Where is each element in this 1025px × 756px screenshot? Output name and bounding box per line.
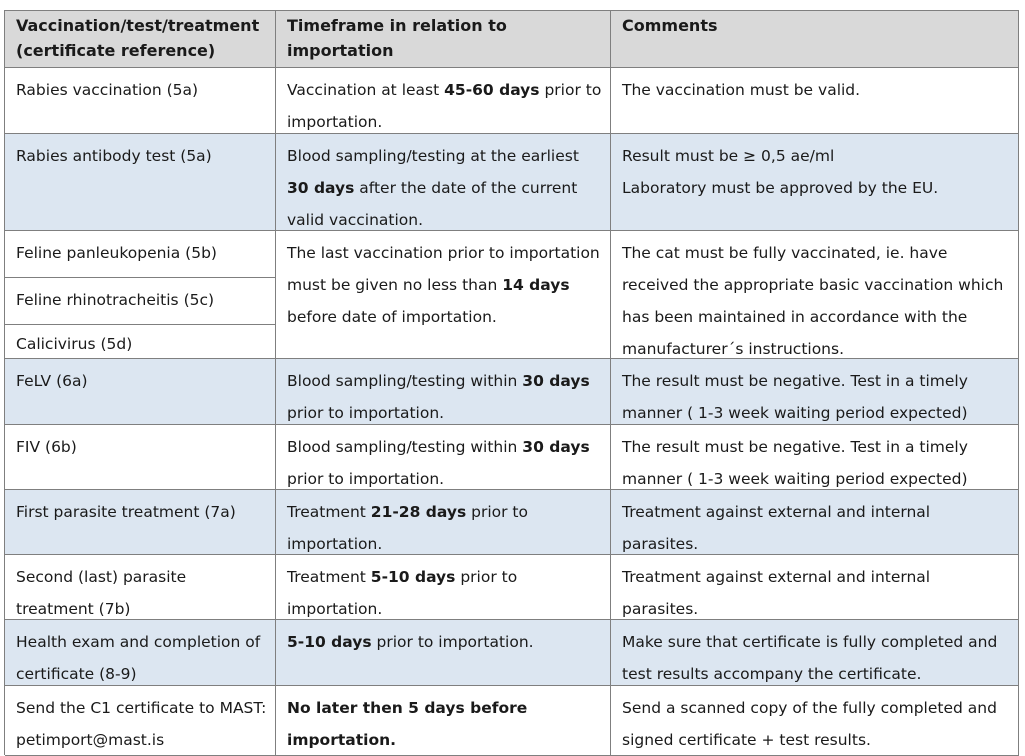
row-felv-name: FeLV (6a): [5, 359, 276, 425]
row-send-certificate-name: Send the C1 certificate to MAST: petimport@mast.is: [5, 686, 276, 756]
header-col-vaccination: Vaccination/test/treatment (certificate reference): [5, 11, 276, 68]
row-first-parasite-comment: Treatment against external and internal parasites.: [611, 490, 1019, 555]
row-second-parasite-timeframe: Treatment 5-10 days prior to importation.: [276, 555, 611, 620]
requirements-table: [4, 10, 1019, 755]
header-col-timeframe: Timeframe in relation to importation: [276, 11, 611, 68]
row-send-certificate-comment: Send a scanned copy of the fully completed and signed certificate + test results.: [611, 686, 1019, 756]
row-feline-panleukopenia-name: Feline panleukopenia (5b): [5, 231, 276, 278]
row-felv-timeframe: Blood sampling/testing within 30 days prior to importation.: [276, 359, 611, 425]
row-feline-vaccination-comment: The cat must be fully vaccinated, ie. have received the appropriate basic vaccination which has been maintained in accordance with the manufacturer´s instructions.: [611, 231, 1019, 359]
row-send-certificate-timeframe: No later then 5 days before importation.: [276, 686, 611, 756]
row-rabies-antibody-timeframe: Blood sampling/testing at the earliest 30 days after the date of the current valid vaccination.: [276, 134, 611, 231]
row-feline-rhinotracheitis-name: Feline rhinotracheitis (5c): [5, 278, 276, 325]
row-health-exam-name: Health exam and completion of certificate (8-9): [5, 620, 276, 686]
header-col-comments: Comments: [611, 11, 1019, 68]
row-feline-vaccination-timeframe: The last vaccination prior to importation must be given no less than 14 days before date of importation.: [276, 231, 611, 359]
row-first-parasite-timeframe: Treatment 21-28 days prior to importation.: [276, 490, 611, 555]
row-rabies-vaccination-comment: The vaccination must be valid.: [611, 68, 1019, 134]
row-rabies-antibody-comment: Result must be ≥ 0,5 ae/ml Laboratory must be approved by the EU.: [611, 134, 1019, 231]
row-health-exam-comment: Make sure that certificate is fully completed and test results accompany the certificate.: [611, 620, 1019, 686]
row-second-parasite-comment: Treatment against external and internal parasites.: [611, 555, 1019, 620]
row-health-exam-timeframe: 5-10 days prior to importation.: [276, 620, 611, 686]
row-felv-comment: The result must be negative. Test in a timely manner ( 1-3 week waiting period expected): [611, 359, 1019, 425]
row-fiv-comment: The result must be negative. Test in a timely manner ( 1-3 week waiting period expected): [611, 425, 1019, 490]
row-rabies-vaccination-name: Rabies vaccination (5a): [5, 68, 276, 134]
row-fiv-timeframe: Blood sampling/testing within 30 days prior to importation.: [276, 425, 611, 490]
row-rabies-vaccination-timeframe: Vaccination at least 45-60 days prior to importation.: [276, 68, 611, 134]
row-rabies-antibody-name: Rabies antibody test (5a): [5, 134, 276, 231]
row-second-parasite-name: Second (last) parasite treatment (7b): [5, 555, 276, 620]
row-calicivirus-name: Calicivirus (5d): [5, 325, 276, 359]
row-fiv-name: FIV (6b): [5, 425, 276, 490]
row-first-parasite-name: First parasite treatment (7a): [5, 490, 276, 555]
